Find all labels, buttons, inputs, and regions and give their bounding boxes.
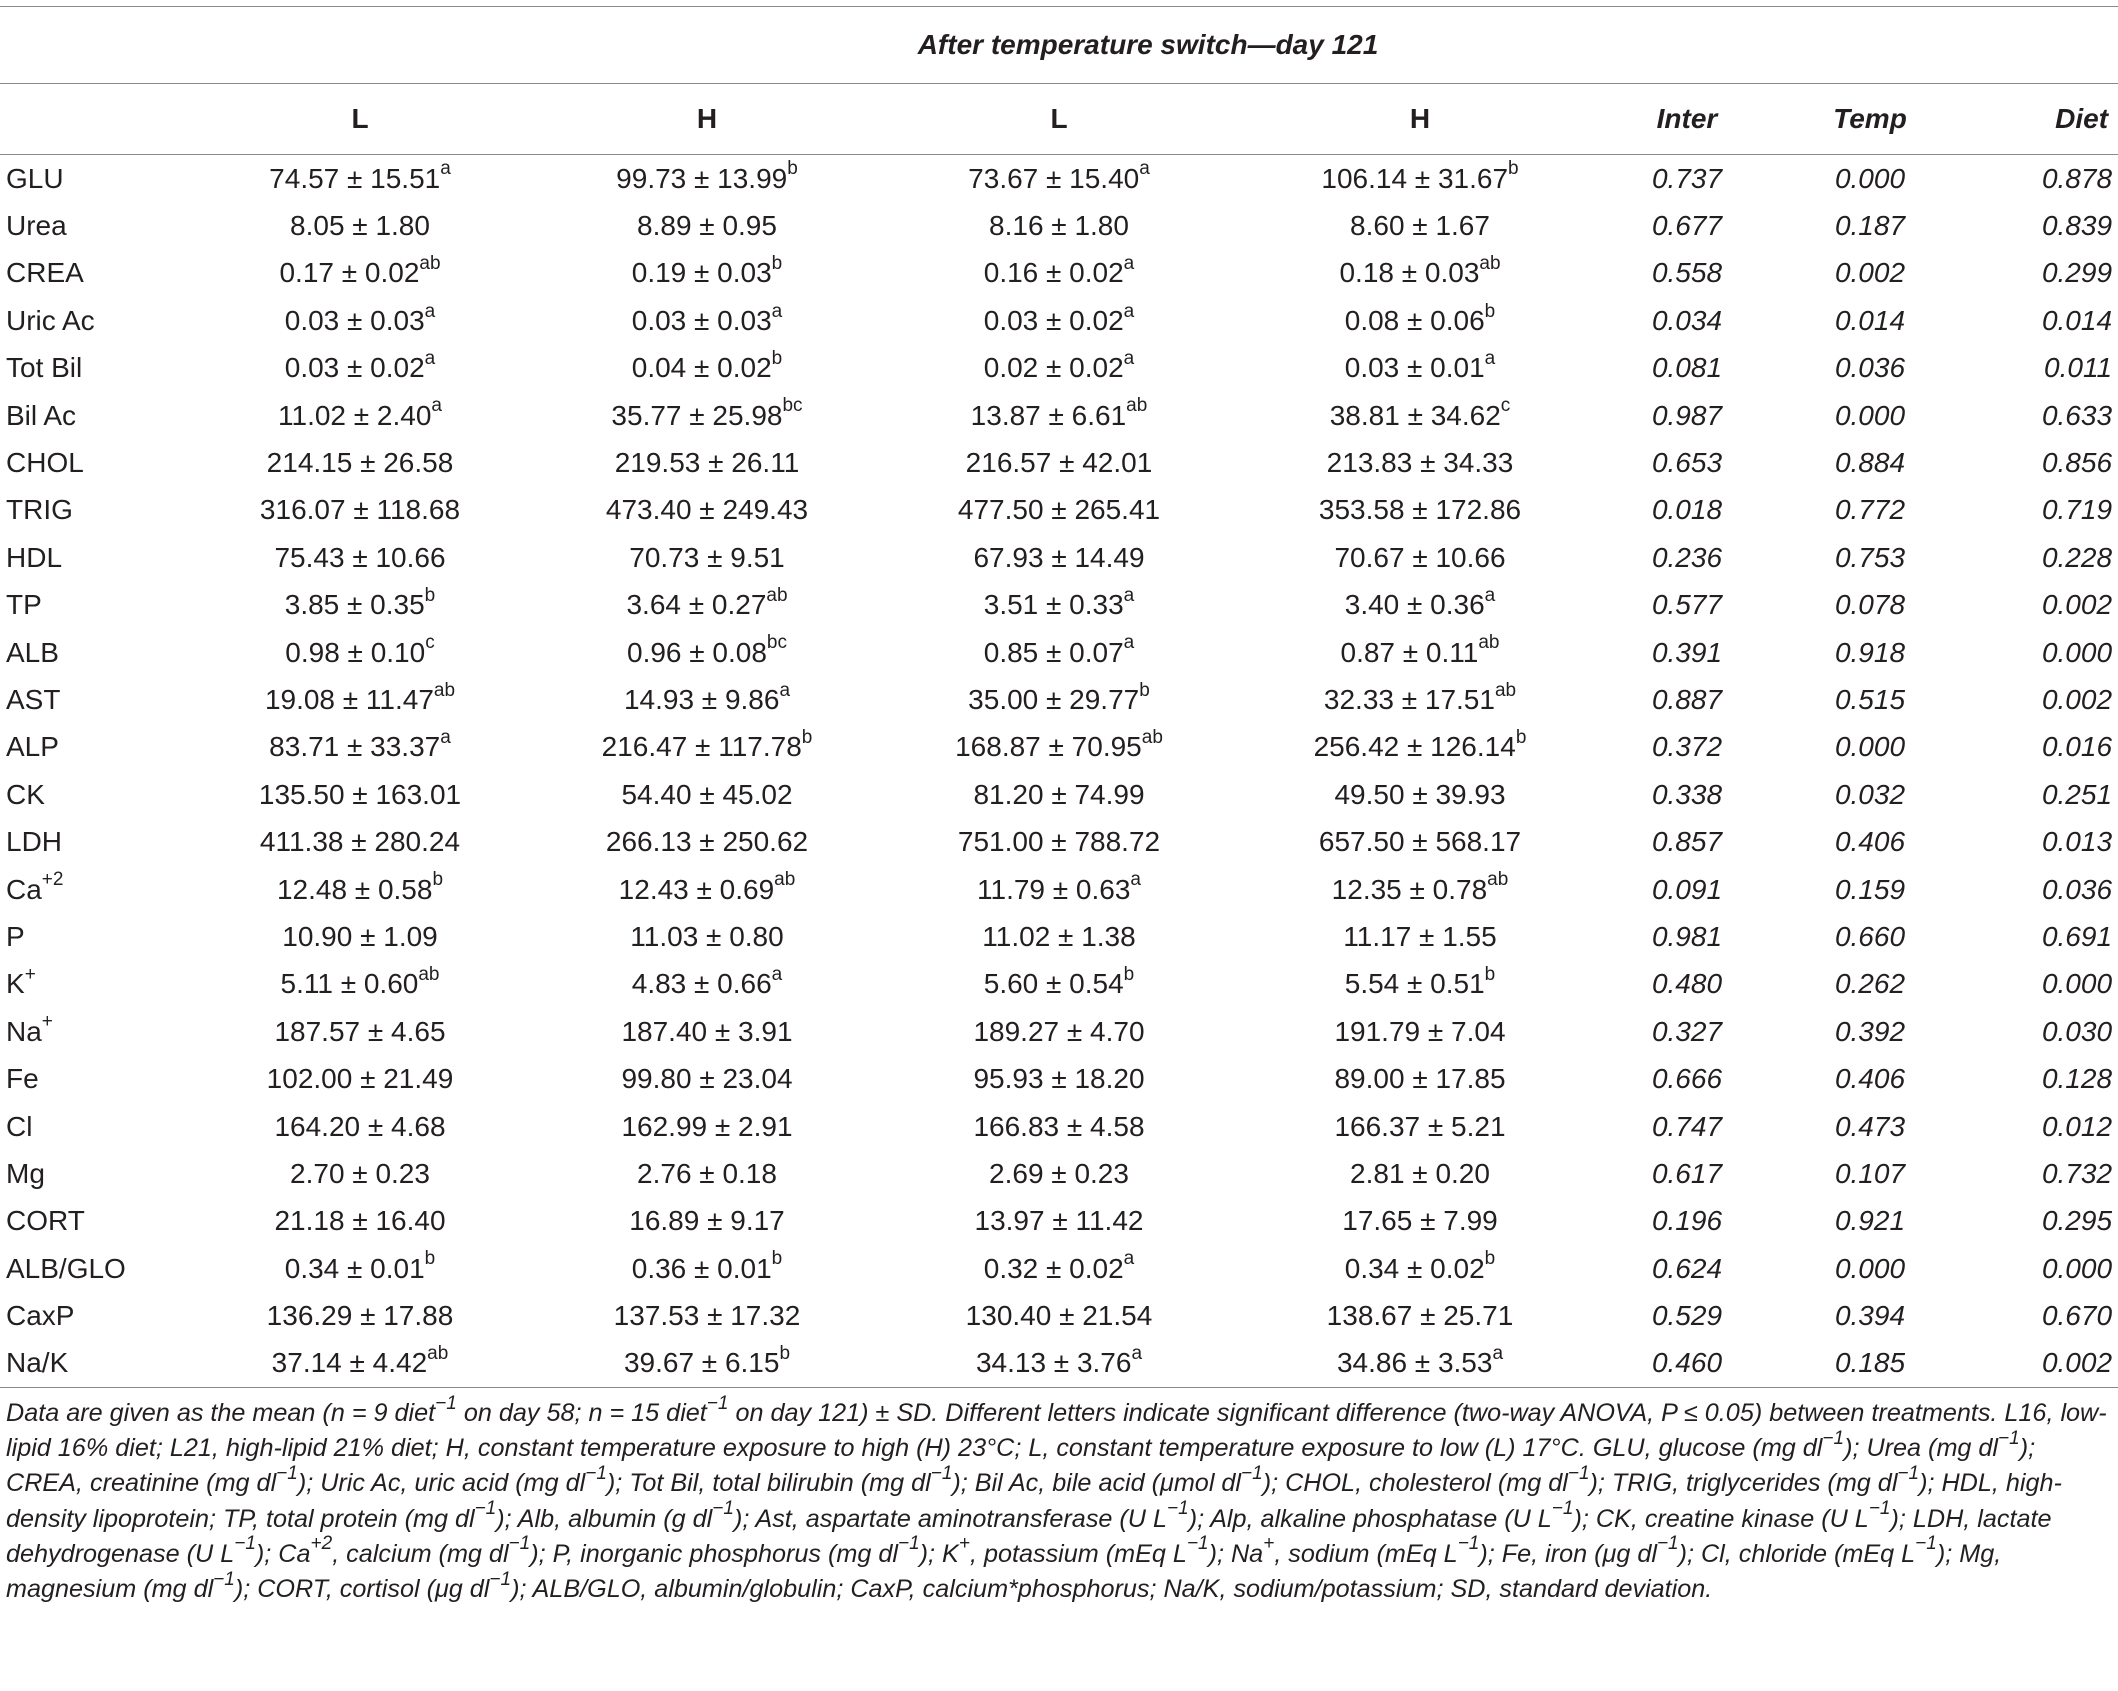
row-label: Fe — [6, 1063, 39, 1095]
value-cell: 191.79 ± 7.04 — [1334, 1015, 1506, 1047]
p-value-inter: 0.887 — [1651, 683, 1723, 715]
value-cell: 5.11 ± 0.60$^{ab}$ — [280, 964, 440, 1000]
p-value-diet: 0.856 — [2041, 447, 2113, 479]
col-header-l1: L — [178, 84, 542, 155]
p-value-temp: 0.473 — [1834, 1110, 1906, 1142]
row-label: $Ca^{+2}$ — [6, 869, 64, 905]
row-label: CREA — [6, 257, 84, 289]
col-header-l2: L — [872, 84, 1246, 155]
value-cell: 11.79 ± 0.63$^a$ — [977, 869, 1141, 905]
table-row — [0, 439, 2118, 486]
value-cell: 0.17 ± 0.02$^{ab}$ — [279, 253, 441, 289]
value-cell: 214.15 ± 26.58 — [266, 447, 454, 479]
col-header-inter: Inter — [1594, 84, 1780, 155]
value-cell: 4.83 ± 0.66$^a$ — [631, 964, 783, 1000]
row-label: LDH — [6, 826, 63, 858]
table-row — [0, 1150, 2118, 1197]
table-row — [0, 629, 2118, 676]
table-row — [0, 487, 2118, 534]
value-cell: 2.69 ± 0.23 — [989, 1157, 1129, 1189]
value-cell: 5.60 ± 0.54$^b$ — [983, 964, 1135, 1000]
table-row — [0, 534, 2118, 581]
p-value-temp: 0.078 — [1834, 589, 1906, 621]
header-title-row — [0, 7, 2118, 84]
p-value-temp: 0.884 — [1834, 447, 1906, 479]
value-cell: 8.89 ± 0.95 — [637, 210, 777, 242]
p-value-inter: 0.338 — [1651, 778, 1723, 810]
value-cell: 137.53 ± 17.32 — [613, 1300, 801, 1332]
p-value-temp: 0.392 — [1834, 1015, 1906, 1047]
p-value-temp: 0.002 — [1834, 257, 1906, 289]
p-value-temp: 0.921 — [1834, 1205, 1906, 1237]
p-value-diet: 0.295 — [2041, 1205, 2113, 1237]
results-table — [0, 6, 2118, 1388]
row-label: Na/K — [0, 1340, 178, 1388]
table-row — [0, 250, 2118, 297]
col-header-h2: H — [1246, 84, 1594, 155]
table-row — [0, 866, 2118, 913]
value-cell: 0.34 ± 0.02$^b$ — [1344, 1248, 1496, 1284]
p-value-inter: 0.857 — [1651, 826, 1723, 858]
header-columns-row — [0, 84, 2118, 155]
value-cell: 162.99 ± 2.91 — [621, 1110, 793, 1142]
row-label: TRIG — [6, 494, 73, 526]
p-value-temp: 0.000 — [1834, 1252, 1906, 1284]
p-value-temp: 0.185 — [1780, 1340, 1960, 1388]
value-cell: 99.80 ± 23.04 — [621, 1063, 793, 1095]
value-cell: 0.04 ± 0.02$^b$ — [631, 347, 783, 384]
p-value-temp: 0.000 — [1834, 162, 1906, 194]
value-cell: 54.40 ± 45.02 — [621, 778, 793, 810]
table-row — [0, 345, 2118, 392]
p-value-temp: 0.918 — [1834, 636, 1906, 668]
value-cell: 11.03 ± 0.80 — [630, 920, 784, 952]
table-row — [0, 1292, 2118, 1339]
value-cell: 164.20 ± 4.68 — [274, 1110, 446, 1142]
value-cell: 0.03 ± 0.03$^a$ — [284, 300, 436, 336]
value-cell: 11.17 ± 1.55 — [1343, 920, 1497, 952]
value-cell: 32.33 ± 17.51$^{ab}$ — [1323, 679, 1517, 715]
value-cell: 0.02 ± 0.02$^a$ — [983, 347, 1135, 384]
value-cell: 0.08 ± 0.06$^b$ — [1344, 300, 1496, 336]
p-value-inter: 0.091 — [1651, 873, 1723, 905]
p-value-temp: 0.187 — [1834, 210, 1906, 242]
value-cell: 99.73 ± 13.99$^b$ — [616, 158, 798, 194]
p-value-inter: 0.529 — [1651, 1300, 1723, 1332]
p-value-diet: 0.000 — [2041, 968, 2113, 1000]
value-cell: 3.40 ± 0.36$^a$ — [1344, 584, 1496, 621]
table-row — [0, 1198, 2118, 1245]
table-row — [0, 913, 2118, 960]
table-row — [0, 771, 2118, 818]
value-cell: 0.03 ± 0.01$^a$ — [1344, 347, 1496, 384]
value-cell: 0.19 ± 0.03$^b$ — [631, 253, 783, 289]
table-row — [0, 297, 2118, 344]
p-value-diet: 0.878 — [2041, 162, 2113, 194]
value-cell: 70.67 ± 10.66 — [1334, 541, 1506, 573]
table-body — [0, 155, 2118, 1388]
value-cell: 17.65 ± 7.99 — [1342, 1205, 1498, 1237]
value-cell: 14.93 ± 9.86$^a$ — [623, 679, 791, 715]
value-cell: 70.73 ± 9.51 — [629, 541, 785, 573]
value-cell: 0.03 ± 0.02$^a$ — [284, 347, 436, 384]
p-value-inter: 0.081 — [1651, 352, 1723, 384]
row-label: Bil Ac — [6, 399, 77, 431]
p-value-diet: 0.013 — [2041, 826, 2113, 858]
value-cell: 12.35 ± 0.78$^{ab}$ — [1331, 869, 1509, 905]
value-cell: 39.67 ± 6.15$^b$ — [542, 1340, 872, 1388]
p-value-inter: 0.236 — [1651, 541, 1723, 573]
table-row — [0, 392, 2118, 439]
p-value-inter: 0.617 — [1651, 1157, 1723, 1189]
value-cell: 67.93 ± 14.49 — [973, 541, 1145, 573]
p-value-diet: 0.036 — [2041, 873, 2113, 905]
p-value-inter: 0.653 — [1651, 447, 1723, 479]
p-value-diet: 0.012 — [2041, 1110, 2113, 1142]
p-value-diet: 0.251 — [2041, 778, 2113, 810]
table-row — [0, 155, 2118, 203]
row-label: P — [6, 920, 25, 952]
p-value-inter: 0.747 — [1651, 1110, 1723, 1142]
p-value-inter: 0.981 — [1651, 920, 1723, 952]
p-value-diet: 0.030 — [2041, 1015, 2113, 1047]
value-cell: 12.43 ± 0.69$^{ab}$ — [618, 869, 796, 905]
value-cell: 213.83 ± 34.33 — [1326, 447, 1514, 479]
row-label: K+ — [6, 964, 36, 1000]
value-cell: 473.40 ± 249.43 — [605, 494, 809, 526]
table-row — [0, 1340, 2118, 1388]
row-label: CK — [6, 778, 45, 810]
p-value-diet: 0.670 — [2041, 1300, 2113, 1332]
value-cell: 2.70 ± 0.23 — [290, 1157, 430, 1189]
row-label: AST — [6, 683, 61, 715]
value-cell: 11.02 ± 2.40$^a$ — [278, 395, 442, 431]
p-value-diet: 0.299 — [2041, 257, 2113, 289]
p-value-diet: 0.228 — [2041, 541, 2113, 573]
p-value-temp: 0.032 — [1834, 778, 1906, 810]
value-cell: 5.54 ± 0.51$^b$ — [1344, 964, 1496, 1000]
row-label: Uric Ac — [6, 304, 95, 336]
p-value-temp: 0.000 — [1834, 399, 1906, 431]
value-cell: 95.93 ± 18.20 — [973, 1063, 1145, 1095]
value-cell: 353.58 ± 172.86 — [1318, 494, 1522, 526]
p-value-diet: 0.016 — [2041, 731, 2113, 763]
p-value-temp: 0.515 — [1834, 683, 1906, 715]
table-row — [0, 676, 2118, 723]
value-cell: 8.05 ± 1.80 — [290, 210, 430, 242]
p-value-diet: 0.011 — [2044, 352, 2113, 384]
value-cell: 3.51 ± 0.33$^a$ — [983, 584, 1135, 621]
col-header-h1: H — [542, 84, 872, 155]
table-row — [0, 724, 2118, 771]
value-cell: 12.48 ± 0.58$^b$ — [276, 869, 444, 905]
table-row — [0, 818, 2118, 865]
value-cell: 138.67 ± 25.71 — [1326, 1300, 1514, 1332]
value-cell: 16.89 ± 9.17 — [629, 1205, 785, 1237]
value-cell: 0.03 ± 0.03$^a$ — [631, 300, 783, 336]
value-cell: 2.81 ± 0.20 — [1350, 1157, 1490, 1189]
value-cell: 13.97 ± 11.42 — [974, 1205, 1144, 1237]
row-label: CaxP — [6, 1300, 75, 1332]
value-cell: 75.43 ± 10.66 — [274, 541, 446, 573]
value-cell: 13.87 ± 6.61$^{ab}$ — [970, 395, 1148, 431]
value-cell: 256.42 ± 126.14$^b$ — [1313, 727, 1527, 763]
value-cell: 83.71 ± 33.37$^a$ — [269, 727, 451, 763]
p-value-temp: 0.660 — [1834, 920, 1906, 952]
row-label: ALP — [6, 731, 59, 763]
row-label: CORT — [6, 1205, 85, 1237]
value-cell: 81.20 ± 74.99 — [973, 778, 1145, 810]
p-value-diet: 0.128 — [2041, 1063, 2113, 1095]
table-footnote: Data are given as the mean (n = 9 diet$^{-1}$ on day 58; n = 15 diet$^{-1}$ on day 121) ± SD. Different letters indicate significant difference (two-way ANOVA, P ≤ 0.05) between treatments. L16, low-lipid 16% diet; L21, high-lipid 21% diet; H, constant temperature exposure to high (H) 23°C; L, constant temperature exposure to low (L) 17°C. GLU, glucose (mg $dl^{-1}$); Urea (mg $dl^{-1}$); CREA, creatinine (mg $dl^{-1}$); Uric Ac, uric acid (mg $dl^{-1}$); Tot Bil, total bilirubin (mg $dl^{-1}$); Bil Ac, bile acid (μmol $dl^{-1}$); CHOL, cholesterol (mg $dl^{-1}$); TRIG, triglycerides (mg $dl^{-1}$); HDL, high-density lipoprotein; TP, total protein (mg $dl^{-1}$); Alb, albumin (g $dl^{-1}$); Ast, aspartate aminotransferase (U $L^{-1}$); Alp, alkaline phosphatase (U $L^{-1}$); CK, creatine kinase (U $L^{-1}$); LDH, lactate dehydrogenase (U $L^{-1}$); $Ca^{+2}$, calcium (mg $dl^{-1}$); P, inorganic phosphorus (mg $dl^{-1}$); K+, potassium (mEq $L^{-1}$); Na+, sodium (mEq $L^{-1}$); Fe, iron (μg $dl^{-1}$); Cl, chloride (mEq $L^{-1}$); Mg, magnesium (mg $dl^{-1}$); CORT, cortisol (μg $dl^{-1}$); ALB/GLO, albumin/globulin; CaxP, calcium*phosphorus; Na/K, sodium/potassium; SD, standard deviation. — [6, 1392, 2107, 1604]
p-value-temp: 0.406 — [1834, 1063, 1906, 1095]
p-value-inter: 0.480 — [1651, 968, 1723, 1000]
footnote-abbreviations: GLU, glucose (mg $dl^{-1}$); Urea (mg $dl^{-1}$); CREA, creatinine (mg $dl^{-1}$); Uric Ac, uric acid (mg $dl^{-1}$); Tot Bil, total bilirubin (mg $dl^{-1}$); Bil Ac, bile acid (μmol $dl^{-1}$); CHOL, cholesterol (mg $dl^{-1}$); TRIG, triglycerides (mg $dl^{-1}$); HDL, high-density lipoprotein; TP, total protein (mg $dl^{-1}$); Alb, albumin (g $dl^{-1}$); Ast, aspartate aminotransferase (U $L^{-1}$); Alp, alkaline phosphatase (U $L^{-1}$); CK, creatine kinase (U $L^{-1}$); LDH, lactate dehydrogenase (U $L^{-1}$); $Ca^{+2}$, calcium (mg $dl^{-1}$); P, inorganic phosphorus (mg $dl^{-1}$); K+, potassium (mEq $L^{-1}$); Na+, sodium (mEq $L^{-1}$); Fe, iron (μg $dl^{-1}$); Cl, chloride (mEq $L^{-1}$); Mg, magnesium (mg $dl^{-1}$); CORT, cortisol (μg $dl^{-1}$); ALB/GLO, albumin/globulin; CaxP, calcium*phosphorus; Na/K, sodium/potassium; SD, standard deviation. — [6, 1427, 2062, 1604]
row-label: HDL — [6, 541, 63, 573]
value-cell: 102.00 ± 21.49 — [266, 1063, 454, 1095]
row-label: Cl — [6, 1110, 33, 1142]
value-cell: 21.18 ± 16.40 — [274, 1205, 446, 1237]
value-cell: 0.34 ± 0.01$^b$ — [284, 1248, 436, 1284]
value-cell: 219.53 ± 26.11 — [614, 447, 800, 479]
p-value-inter: 0.737 — [1651, 162, 1723, 194]
p-value-diet: 0.002 — [2041, 683, 2113, 715]
value-cell: 189.27 ± 4.70 — [973, 1015, 1145, 1047]
value-cell: 168.87 ± 70.95$^{ab}$ — [955, 727, 1163, 763]
value-cell: 135.50 ± 163.01 — [258, 778, 462, 810]
value-cell: 19.08 ± 11.47$^{ab}$ — [264, 679, 456, 715]
value-cell: 3.85 ± 0.35$^b$ — [284, 584, 436, 621]
value-cell: 8.60 ± 1.67 — [1350, 210, 1490, 242]
row-label: Urea — [6, 210, 67, 242]
row-label: GLU — [6, 162, 64, 194]
value-cell: 0.32 ± 0.02$^a$ — [983, 1248, 1135, 1284]
value-cell: 316.07 ± 118.68 — [259, 494, 461, 526]
value-cell: 0.98 ± 0.10$^c$ — [285, 632, 435, 668]
p-value-diet: 0.002 — [2041, 589, 2113, 621]
row-label: ALB — [6, 636, 59, 668]
value-cell: 0.18 ± 0.03$^{ab}$ — [1339, 253, 1501, 289]
value-cell: 37.14 ± 4.42$^{ab}$ — [178, 1340, 542, 1388]
value-cell: 38.81 ± 34.62$^c$ — [1329, 395, 1511, 431]
value-cell: 35.00 ± 29.77$^b$ — [968, 679, 1150, 715]
value-cell: 166.37 ± 5.21 — [1334, 1110, 1506, 1142]
value-cell: 11.02 ± 1.38 — [982, 920, 1136, 952]
value-cell: 34.86 ± 3.53$^a$ — [1246, 1340, 1594, 1388]
p-value-temp: 0.107 — [1834, 1157, 1906, 1189]
p-value-diet: 0.000 — [2041, 1252, 2113, 1284]
value-cell: 216.47 ± 117.78$^b$ — [601, 727, 813, 763]
value-cell: 106.14 ± 31.67$^b$ — [1321, 158, 1519, 194]
p-value-diet: 0.691 — [2041, 920, 2113, 952]
p-value-diet: 0.014 — [2041, 304, 2113, 336]
value-cell: 0.16 ± 0.02$^a$ — [983, 253, 1135, 289]
value-cell: 166.83 ± 4.58 — [973, 1110, 1145, 1142]
table-row — [0, 961, 2118, 1008]
row-label: TP — [6, 589, 42, 621]
value-cell: 751.00 ± 788.72 — [957, 826, 1161, 858]
value-cell: 74.57 ± 15.51$^a$ — [269, 158, 451, 194]
value-cell: 657.50 ± 568.17 — [1318, 826, 1522, 858]
value-cell: 266.13 ± 250.62 — [605, 826, 809, 858]
p-value-inter: 0.327 — [1651, 1015, 1723, 1047]
p-value-diet: 0.633 — [2041, 399, 2113, 431]
row-label: CHOL — [6, 447, 84, 479]
p-value-inter: 0.577 — [1651, 589, 1723, 621]
p-value-inter: 0.987 — [1651, 399, 1723, 431]
value-cell: 136.29 ± 17.88 — [266, 1300, 454, 1332]
p-value-temp: 0.036 — [1834, 352, 1906, 384]
row-label: Mg — [6, 1157, 45, 1189]
p-value-temp: 0.159 — [1834, 873, 1906, 905]
p-value-diet: 0.719 — [2041, 494, 2113, 526]
p-value-inter: 0.677 — [1651, 210, 1723, 242]
p-value-diet: 0.000 — [2041, 636, 2113, 668]
value-cell: 35.77 ± 25.98$^{bc}$ — [611, 395, 803, 431]
p-value-inter: 0.558 — [1651, 257, 1723, 289]
table-row — [0, 1103, 2118, 1150]
value-cell: 216.57 ± 42.01 — [965, 447, 1153, 479]
col-header-diet: Diet — [1960, 84, 2118, 155]
value-cell: 34.13 ± 3.76$^a$ — [872, 1340, 1246, 1388]
table-row — [0, 1008, 2118, 1055]
p-value-inter: 0.666 — [1651, 1063, 1723, 1095]
p-value-inter: 0.372 — [1651, 731, 1723, 763]
p-value-inter: 0.018 — [1651, 494, 1723, 526]
value-cell: 0.87 ± 0.11$^{ab}$ — [1340, 632, 1500, 668]
table-row — [0, 582, 2118, 629]
value-cell: 89.00 ± 17.85 — [1334, 1063, 1506, 1095]
p-value-diet: 0.839 — [2041, 210, 2113, 242]
table-row — [0, 1055, 2118, 1102]
value-cell: 0.36 ± 0.01$^b$ — [631, 1248, 783, 1284]
table-title: After temperature switch—day 121 — [178, 7, 2118, 84]
p-value-inter: 0.460 — [1594, 1340, 1780, 1388]
p-value-temp: 0.014 — [1834, 304, 1906, 336]
value-cell: 2.76 ± 0.18 — [637, 1157, 777, 1189]
table-row — [0, 202, 2118, 249]
row-label: Tot Bil — [6, 352, 83, 384]
col-header-temp: Temp — [1780, 84, 1960, 155]
p-value-temp: 0.772 — [1834, 494, 1906, 526]
value-cell: 8.16 ± 1.80 — [989, 210, 1129, 242]
p-value-temp: 0.753 — [1834, 541, 1906, 573]
value-cell: 0.96 ± 0.08$^{bc}$ — [627, 632, 787, 668]
table-row — [0, 1245, 2118, 1292]
p-value-temp: 0.262 — [1834, 968, 1906, 1000]
p-value-temp: 0.000 — [1834, 731, 1906, 763]
p-value-inter: 0.624 — [1651, 1252, 1723, 1284]
row-label: Na+ — [6, 1011, 53, 1047]
p-value-temp: 0.406 — [1834, 826, 1906, 858]
p-value-temp: 0.394 — [1834, 1300, 1906, 1332]
value-cell: 187.40 ± 3.91 — [621, 1015, 793, 1047]
p-value-inter: 0.391 — [1651, 636, 1723, 668]
value-cell: 0.03 ± 0.02$^a$ — [983, 300, 1135, 336]
row-label: ALB/GLO — [6, 1252, 126, 1284]
p-value-diet: 0.002 — [1960, 1340, 2118, 1388]
p-value-inter: 0.034 — [1651, 304, 1723, 336]
value-cell: 0.85 ± 0.07$^a$ — [983, 632, 1135, 668]
value-cell: 477.50 ± 265.41 — [957, 494, 1161, 526]
value-cell: 130.40 ± 21.54 — [965, 1300, 1153, 1332]
value-cell: 73.67 ± 15.40$^a$ — [968, 158, 1150, 194]
col-header-label — [0, 84, 178, 155]
value-cell: 10.90 ± 1.09 — [282, 920, 438, 952]
value-cell: 411.38 ± 280.24 — [259, 826, 461, 858]
value-cell: 49.50 ± 39.93 — [1334, 778, 1506, 810]
value-cell: 3.64 ± 0.27$^{ab}$ — [626, 584, 788, 621]
value-cell: 187.57 ± 4.65 — [274, 1015, 446, 1047]
p-value-inter: 0.196 — [1651, 1205, 1723, 1237]
p-value-diet: 0.732 — [2041, 1157, 2113, 1189]
